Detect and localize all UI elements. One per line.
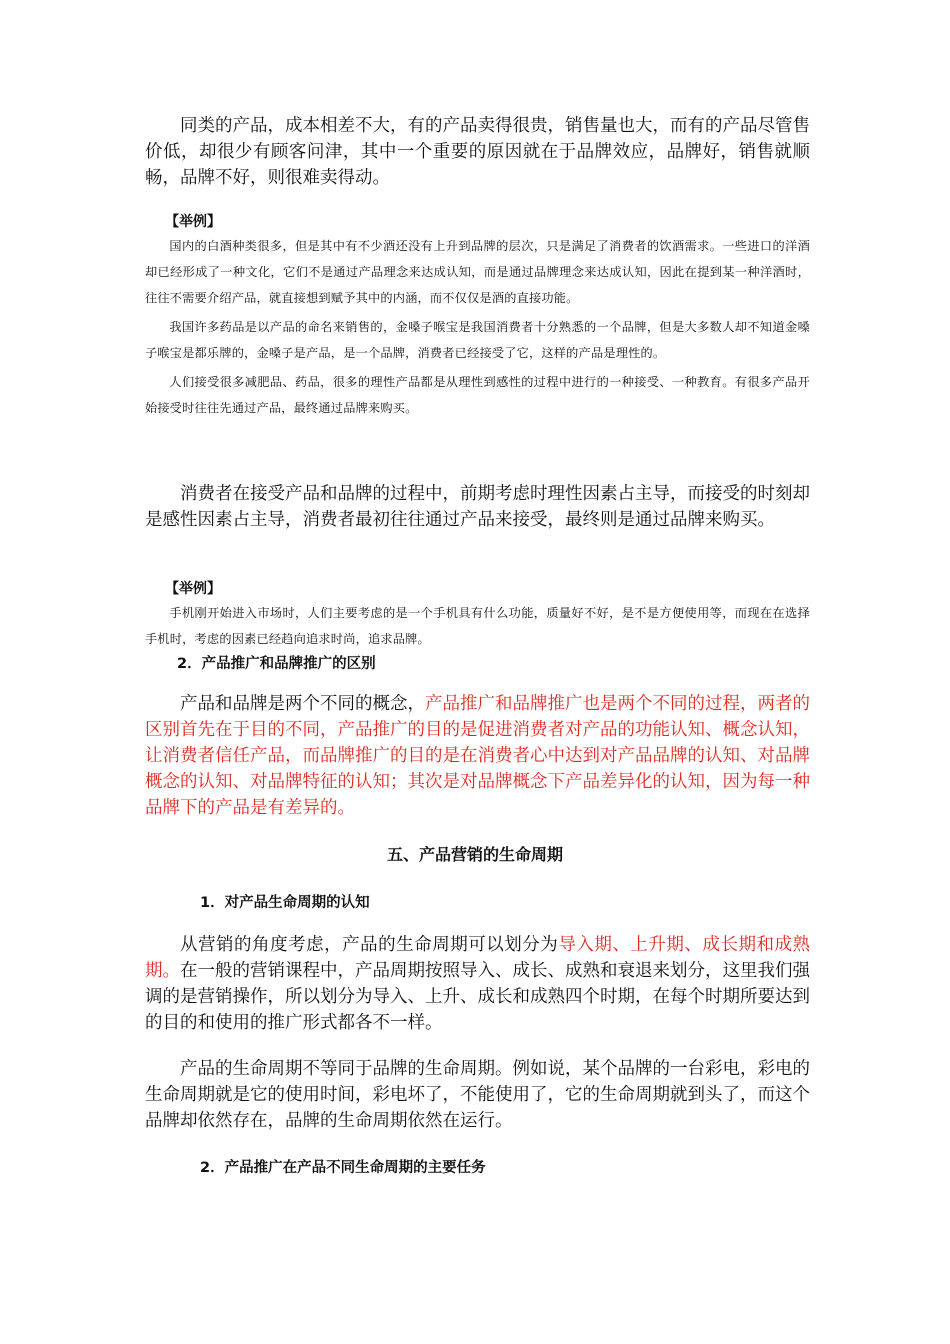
text-highlight-stages: 导入期、上升期、成长期和成熟期。	[145, 935, 811, 981]
paragraph-brand-lifecycle: 产品的生命周期不等同于品牌的生命周期。例如说，某个品牌的一台彩电，彩电的生命周期就是它的使用时间，彩电坏了，不能使用了，它的生命周期就到头了，而这个品牌却依然存在，品牌的生命周期依然在运行。	[145, 1059, 810, 1131]
example-liquor: 国内的白酒种类很多，但是其中有不少酒还没有上升到品牌的层次，只是满足了消费者的饮酒需求。一些进口的洋酒却已经形成了一种文化，它们不是通过产品理念来达成认知，而是通过品牌理念来达成认知，因此在提到某一种洋酒时，往往不需要介绍产品，就直接想到赋予其中的内涵，而不仅仅是酒的直接功能。	[145, 239, 810, 305]
example-medicine: 我国许多药品是以产品的命名来销售的，金嗓子喉宝是我国消费者十分熟悉的一个品牌，但是大多数人却不知道金嗓子喉宝是都乐牌的，金嗓子是产品，是一个品牌，消费者已经接受了它，这样的产品是理性的。	[145, 320, 810, 360]
example-label-2: 【举例】	[165, 581, 221, 597]
text-plain: 产品和品牌是两个不同的概念，	[180, 694, 425, 714]
text-plain-2: 在一般的营销课程中，产品周期按照导入、成长、成熟和衰退来划分，这里我们强调的是营销操作，所以划分为导入、上升、成长和成熟四个时期，在每个时期所要达到的目的和使用的推广形式都各不一样。	[145, 961, 810, 1033]
section-title-lifecycle: 五、产品营销的生命周期	[386, 845, 563, 864]
heading-lifecycle-cognition: 1．对产品生命周期的认知	[200, 895, 370, 911]
paragraph-lifecycle-stages	[145, 932, 810, 1036]
paragraph-brand-effect: 同类的产品，成本相差不大，有的产品卖得很贵，销售量也大，而有的产品尽管售价低，却很少有顾客问津，其中一个重要的原因就在于品牌效应，品牌好，销售就顺畅，品牌不好，则很难卖得动。	[145, 116, 810, 188]
example-rational-products: 人们接受很多减肥品、药品，很多的理性产品都是从理性到感性的过程中进行的一种接受、一种教育。有很多产品开始接受时往往先通过产品，最终通过品牌来购买。	[145, 375, 810, 415]
paragraph-consumer-process: 消费者在接受产品和品牌的过程中，前期考虑时理性因素占主导，而接受的时刻却是感性因素占主导，消费者最初往往通过产品来接受，最终则是通过品牌来购买。	[145, 484, 810, 530]
heading-lifecycle-tasks: 2．产品推广在产品不同生命周期的主要任务	[200, 1160, 486, 1176]
example-block-2	[145, 600, 810, 652]
paragraph-promotion-difference	[145, 691, 810, 821]
example-mobile-phone: 手机刚开始进入市场时，人们主要考虑的是一个手机具有什么功能，质量好不好，是不是方便使用等，而现在在选择手机时，考虑的因素已经趋向追求时尚，追求品牌。	[145, 606, 810, 646]
example-block-1	[145, 233, 810, 421]
text-plain-1: 从营销的角度考虑，产品的生命周期可以划分为	[180, 935, 559, 955]
heading-promotion-difference: 2．产品推广和品牌推广的区别	[177, 656, 376, 672]
text-highlight: 产品推广和品牌推广也是两个不同的过程，两者的区别首先在于目的不同，产品推广的目的是促进消费者对产品的功能认知、概念认知，让消费者信任产品，而品牌推广的目的是在消费者心中达到对产品品牌的认知、对品牌概念的认知、对品牌特征的认知；其次是对品牌概念下产品差异化的认知，因为每一种品牌下的产品是有差异的。	[145, 694, 810, 818]
example-label-1: 【举例】	[165, 214, 221, 230]
